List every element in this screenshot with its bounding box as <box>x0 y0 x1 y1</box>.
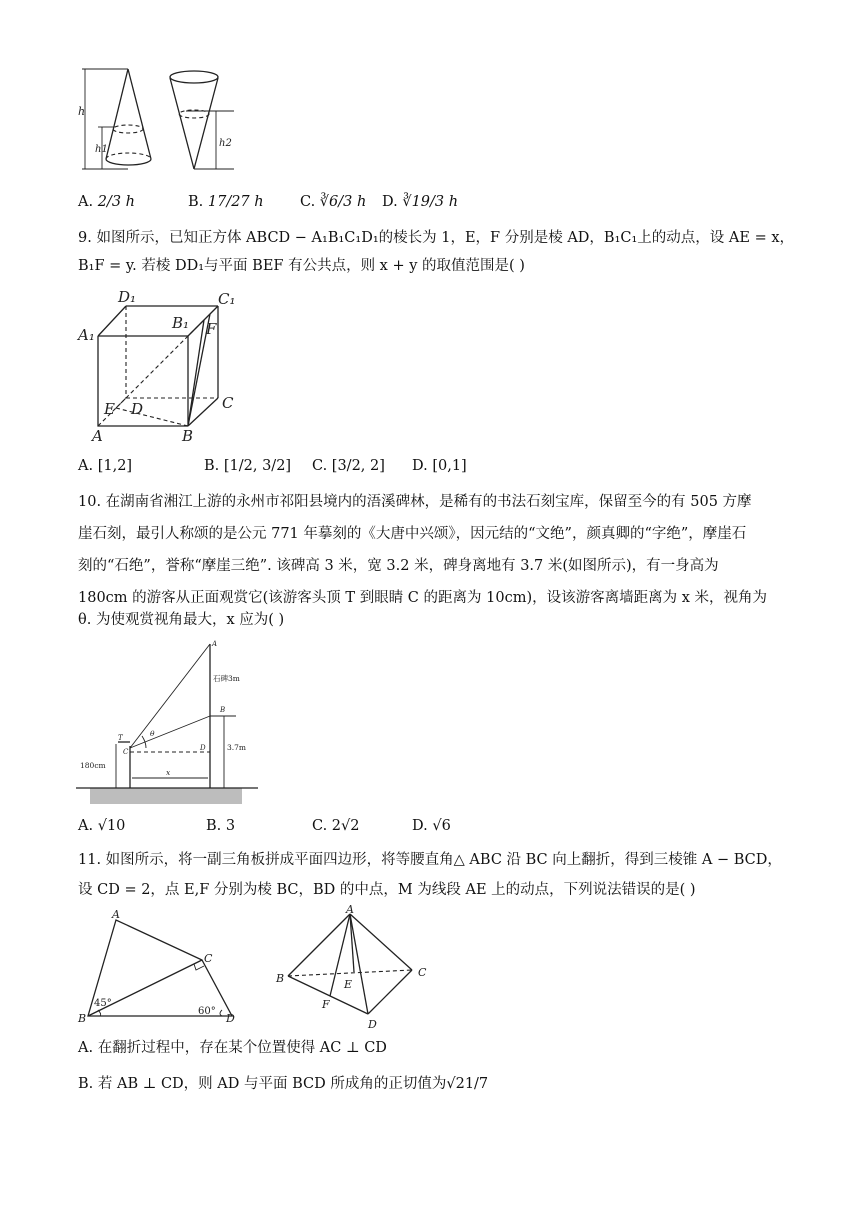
q11-left-label-b: B <box>78 1012 87 1025</box>
q9-label-e: E <box>104 400 115 418</box>
q10-stele-figure <box>76 636 266 808</box>
q10-label-person: 180cm <box>80 761 106 770</box>
q11-left-label-a: A <box>112 908 120 921</box>
q11-right-label-e: E <box>344 978 353 991</box>
q11-label-60: 60° <box>198 1006 216 1017</box>
q11-right-label-f: F <box>322 998 330 1011</box>
q9-option-b-letter: B. <box>204 458 220 474</box>
q10-label-a: A <box>212 640 218 648</box>
q11-left-label-d: D <box>226 1012 235 1025</box>
q8-option-a-value: 2/3 h <box>97 194 135 210</box>
q10-label-t: T <box>118 734 123 742</box>
q11-left-label-c: C <box>204 952 213 965</box>
q10-text-line4: 180cm 的游客从正面观赏它(该游客头顶 T 到眼睛 C 的距离为 10cm)，设该游客离墙距离为 x 米，视角为 <box>78 590 767 606</box>
q10-label-x: x <box>166 768 171 777</box>
q10-text-line3: 刻的“石绝”，誉称“摩崖三绝”. 该碑高 3 米，宽 3.2 米，碑身离地有 3.7 米(如图所示)，有一身高为 <box>78 558 719 574</box>
q10-label-stele: 石碑3m <box>213 674 240 683</box>
q11-label-45: 45° <box>94 998 112 1009</box>
q11-right-label-a: A <box>346 904 354 916</box>
q9-option-c-letter: C. <box>312 458 328 474</box>
q9-label-a: A <box>92 427 103 445</box>
q11-text-line1: 11. 如图所示，将一副三角板拼成平面四边形，将等腰直角△ ABC 沿 BC 向上翻折，得到三棱锥 A − BCD， <box>78 852 782 868</box>
q10-label-b: B <box>220 706 226 714</box>
q9-cube-figure <box>76 290 256 446</box>
q11-left-figure <box>76 906 246 1026</box>
q11-option-b: B. 若 AB ⊥ CD，则 AD 与平面 BCD 所成角的正切值为√21/7 <box>78 1076 489 1092</box>
q10-option-a-value: √10 <box>97 818 126 834</box>
q10-label-height: 3.7m <box>227 743 247 752</box>
q8-option-a-letter: A. <box>78 194 94 210</box>
q11-option-a: A. 在翻折过程中，存在某个位置使得 AC ⊥ CD <box>78 1040 387 1056</box>
q9-option-a-value: [1,2] <box>97 458 133 474</box>
q8-option-b-value: 17/27 h <box>207 194 264 210</box>
q9-option-d-letter: D. <box>412 458 428 474</box>
q9-label-c1: C₁ <box>218 290 236 308</box>
q11-right-label-d: D <box>368 1018 377 1031</box>
q8-cones-figure <box>76 66 246 176</box>
q10-text-line2: 崖石刻，最引人称颂的是公元 771 年摹刻的《大唐中兴颂》，因元结的“文绝”，颜真卿的“字绝”，摩崖石 <box>78 526 747 542</box>
q10-label-d: D <box>200 744 206 752</box>
q9-label-c: C <box>222 394 234 412</box>
q9-label-d: D <box>131 400 144 418</box>
q10-text-line5: θ. 为使观赏视角最大，x 应为( ) <box>78 612 285 628</box>
q9-label-b1: B₁ <box>172 314 190 332</box>
q9-label-f: F <box>206 320 217 338</box>
q8-option-d-letter: D. <box>382 194 398 210</box>
q8-label-h1: h1 <box>95 144 108 155</box>
q11-right-figure <box>272 904 442 1032</box>
q10-option-c-letter: C. <box>312 818 328 834</box>
q8-option-d-value: ∛19/3 h <box>402 194 459 210</box>
q10-option-b-value: 3 <box>225 818 236 834</box>
q8-option-c-value: ∛6/3 h <box>319 194 367 210</box>
q10-option-d-value: √6 <box>432 818 451 834</box>
q9-option-c-value: [3/2, 2] <box>331 458 385 474</box>
q9-label-b: B <box>182 427 194 445</box>
q9-label-d1: D₁ <box>118 290 137 306</box>
q9-text-line1: 9. 如图所示，已知正方体 ABCD − A₁B₁C₁D₁的棱长为 1，E，F 分别是棱 AD，B₁C₁上的动点，设 AE = x， <box>78 230 795 246</box>
q9-option-a-letter: A. <box>78 458 94 474</box>
q9-option-b-value: [1/2, 3/2] <box>223 458 292 474</box>
q9-text-line2: B₁F = y. 若棱 DD₁与平面 BEF 有公共点，则 x + y 的取值范围是( ) <box>78 258 525 274</box>
q8-option-b-letter: B. <box>188 194 204 210</box>
q10-text-line1: 10. 在湖南省湘江上游的永州市祁阳县境内的浯溪碑林，是稀有的书法石刻宝库，保留至今的有 505 方摩 <box>78 494 752 510</box>
q11-text-line2: 设 CD = 2，点 E,F 分别为棱 BC，BD 的中点，M 为线段 AE 上的动点，下列说法错误的是( ) <box>78 882 696 898</box>
q10-label-c: C <box>123 748 129 756</box>
q9-label-a1: A₁ <box>78 326 95 344</box>
q8-option-c-letter: C. <box>300 194 316 210</box>
q10-option-a-letter: A. <box>78 818 94 834</box>
q10-label-theta: θ <box>150 729 155 738</box>
q9-option-d-value: [0,1] <box>432 458 467 474</box>
q10-option-d-letter: D. <box>412 818 428 834</box>
q11-right-label-b: B <box>276 972 285 985</box>
q8-label-h2: h2 <box>219 138 232 149</box>
q11-right-label-c: C <box>418 966 427 979</box>
q10-option-c-value: 2√2 <box>331 818 360 834</box>
q10-option-b-letter: B. <box>206 818 222 834</box>
q8-label-h: h <box>78 105 86 118</box>
